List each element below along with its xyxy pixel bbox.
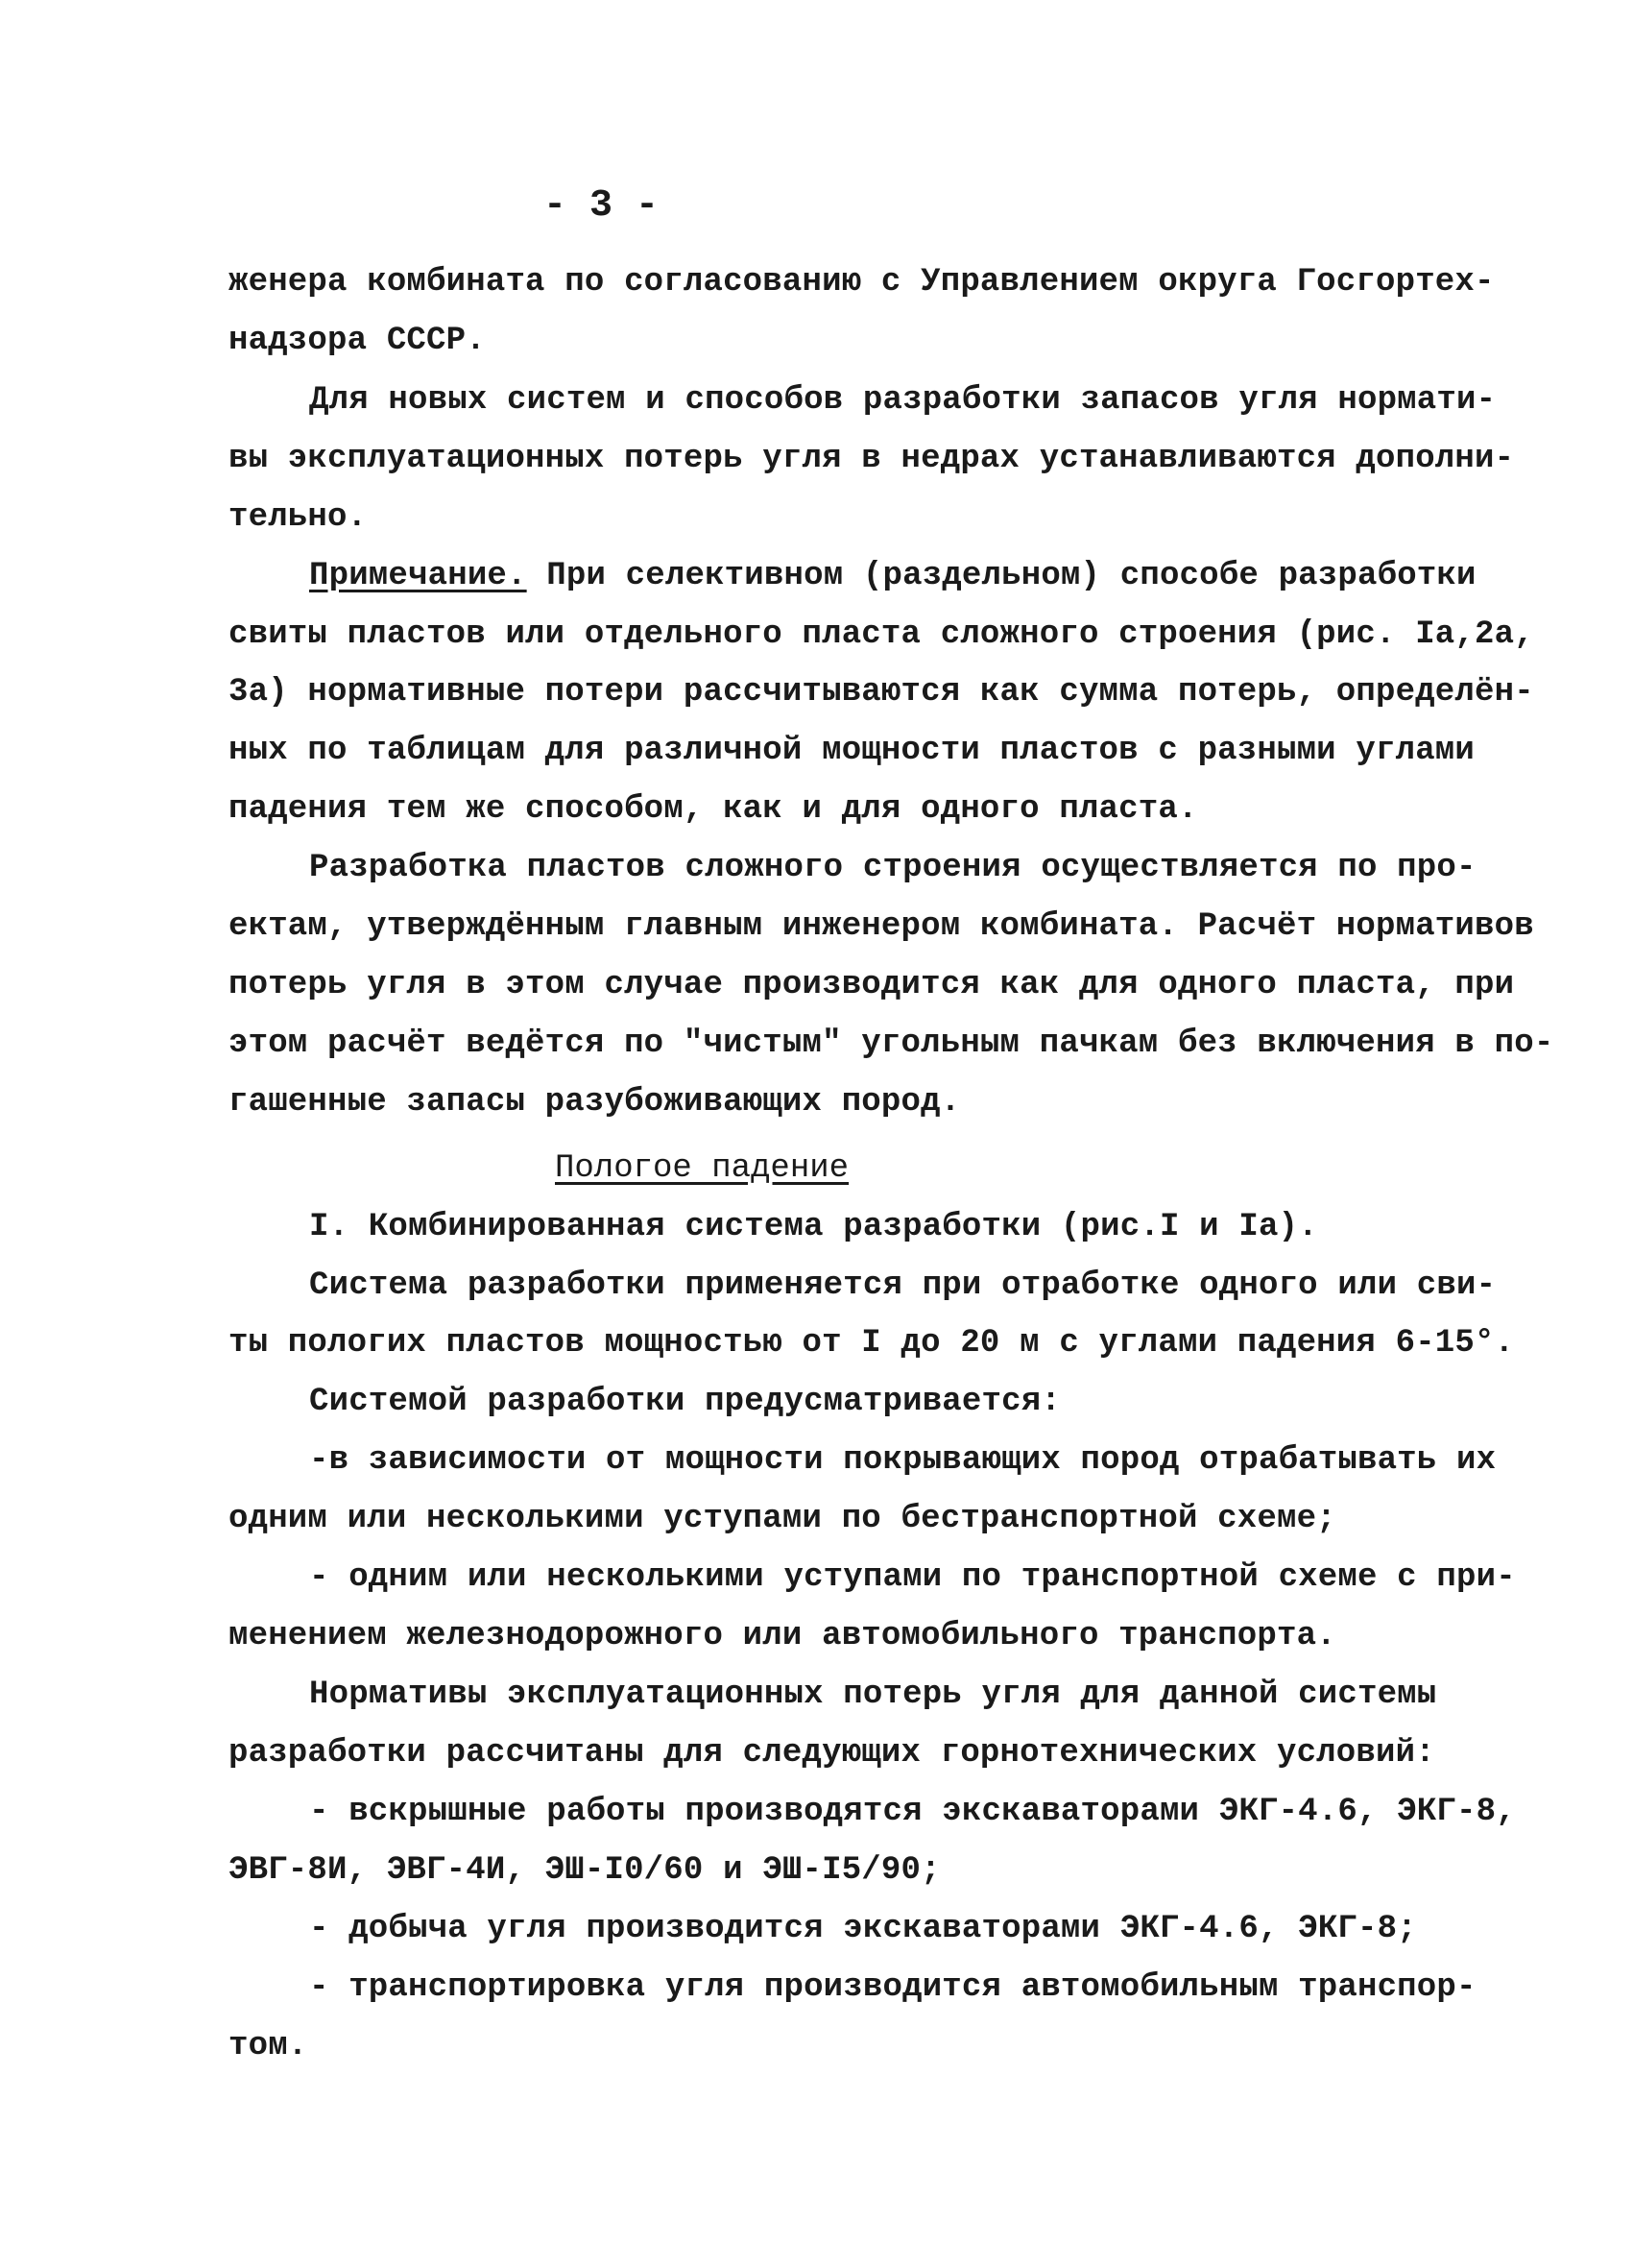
text-line: гашенные запасы разубоживающих пород. (228, 1084, 961, 1121)
text-line: потерь угля в этом случае производится как для одного пласта, при (228, 967, 1515, 1003)
text-line: -в зависимости от мощности покрывающих пород отрабатывать их (309, 1442, 1497, 1479)
text-line: - добыча угля производится экскаваторами ЭКГ-4.6, ЭКГ-8; (309, 1911, 1417, 1947)
text-line: одним или несколькими уступами по бестранспортной схеме; (228, 1501, 1336, 1537)
text-line: этом расчёт ведётся по "чистым" угольным пачкам без включения в по- (228, 1025, 1554, 1062)
text-line: падения тем же способом, как и для одного пласта. (228, 791, 1198, 828)
note-text: При селективном (раздельном) способе разработки (546, 558, 1477, 594)
text-line: менением железнодорожного или автомобильного транспорта. (228, 1618, 1336, 1654)
text-line: - одним или несколькими уступами по транспортной схеме с при- (309, 1559, 1516, 1596)
text-line: - транспортировка угля производится автомобильным транспор- (309, 1969, 1477, 2006)
text-line: тельно. (228, 499, 368, 536)
text-line: Нормативы эксплуатационных потерь угля для данной системы (309, 1677, 1437, 1713)
text-line: вы эксплуатационных потерь угля в недрах устанавливаются дополни- (228, 441, 1515, 477)
text-line: Система разработки применяется при отработке одного или сви- (309, 1267, 1497, 1304)
text-line: Разработка пластов сложного строения осуществляется по про- (309, 850, 1477, 886)
text-line: Системой разработки предусматривается: (309, 1384, 1061, 1420)
text-line: Для новых систем и способов разработки запасов угля нормати- (309, 382, 1497, 419)
text-line: ты пологих пластов мощностью от I до 20 м с углами падения 6-15°. (228, 1325, 1515, 1362)
text-line: ных по таблицам для различной мощности пластов с разными углами (228, 733, 1476, 769)
text-line: 3а) нормативные потери рассчитываются как сумма потерь, определён- (228, 674, 1534, 711)
text-line: ектам, утверждённым главным инженером комбината. Расчёт нормативов (228, 908, 1534, 945)
text-line: том. (228, 2028, 308, 2064)
text-line: женера комбината по согласованию с Управлением округа Госгортех- (228, 264, 1495, 301)
text-line: разработки рассчитаны для следующих горнотехнических условий: (228, 1735, 1435, 1772)
section-heading: Пологое падение (555, 1150, 850, 1187)
text-line: надзора СССР. (228, 323, 486, 359)
text-line: I. Комбинированная система разработки (рис.I и Iа). (309, 1209, 1318, 1245)
page-number: - 3 - (543, 184, 660, 228)
note-label: Примечание. (309, 558, 527, 594)
note-line (309, 556, 1477, 596)
text-line: свиты пластов или отдельного пласта сложного строения (рис. Iа,2а, (228, 616, 1534, 653)
text-line: ЭВГ-8И, ЭВГ-4И, ЭШ-I0/60 и ЭШ-I5/90; (228, 1852, 941, 1889)
text-line: - вскрышные работы производятся экскаваторами ЭКГ-4.6, ЭКГ-8, (309, 1794, 1516, 1830)
